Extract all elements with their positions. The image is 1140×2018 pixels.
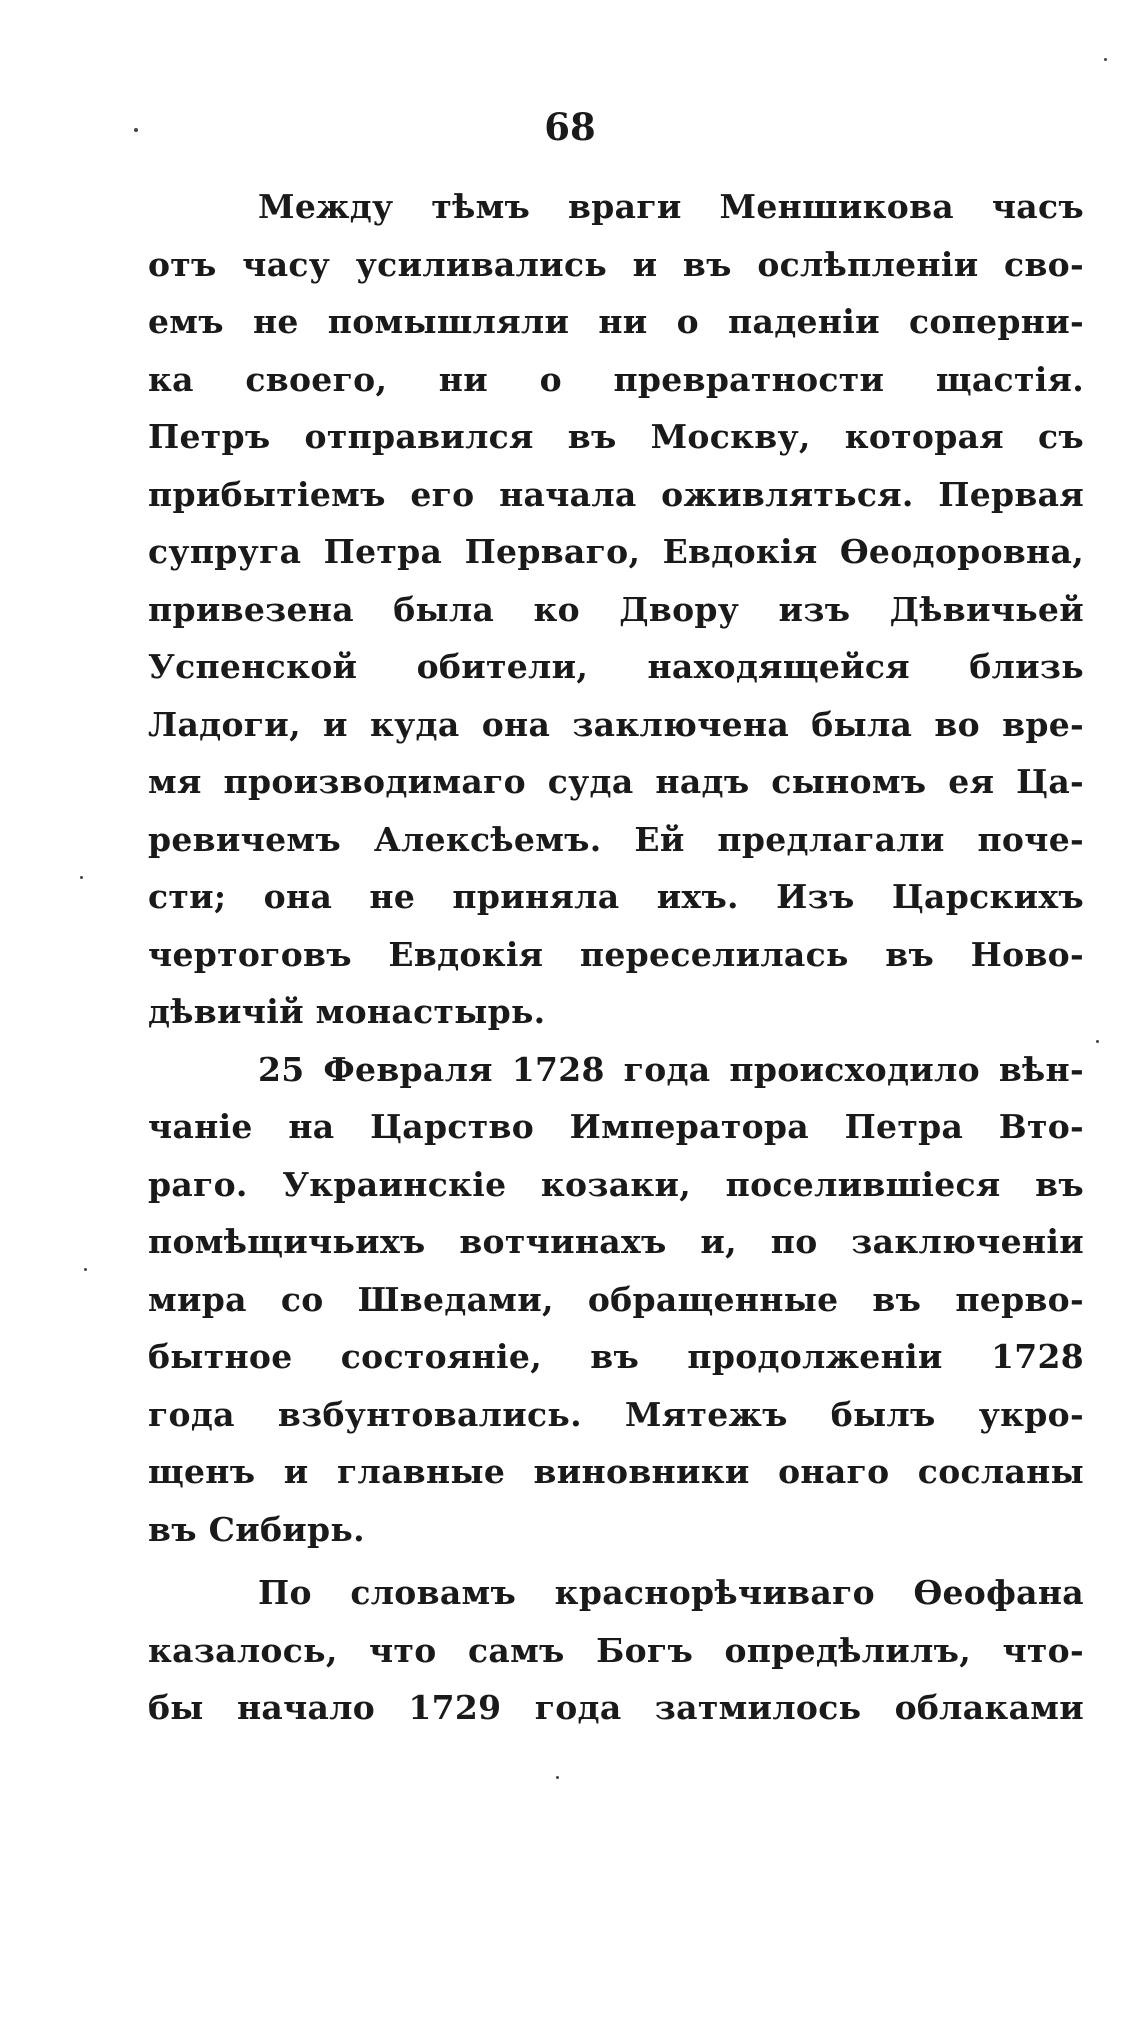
text-line: бы начало 1729 года затмилось облаками xyxy=(148,1688,1084,1727)
text-line: Успенской обители, находящейся близь xyxy=(148,647,1084,686)
text-line: чертоговъ Евдокія переселилась въ Ново- xyxy=(148,934,1084,974)
text-line: мира со Шведами, обращенные въ перво- xyxy=(148,1279,1084,1319)
text-line: Петръ отправился въ Москву, которая съ xyxy=(148,417,1084,456)
text-line: чаніе на Царство Императора Петра Вто- xyxy=(148,1107,1084,1146)
body-text xyxy=(148,178,1084,1737)
paragraph xyxy=(148,1041,1084,1559)
text-line: 25 Февраля 1728 года происходило вѣн- xyxy=(258,1049,1084,1089)
text-line: сти; она не приняла ихъ. Изъ Царскихъ xyxy=(148,877,1084,916)
text-line: года взбунтовались. Мятежъ былъ укро- xyxy=(148,1394,1084,1434)
paper-speck xyxy=(1104,58,1107,61)
text-line: ка своего, ни о превратности щастія. xyxy=(148,359,1084,399)
text-line: раго. Украинскіе козаки, поселившіеся въ xyxy=(148,1164,1084,1204)
paper-speck xyxy=(556,1776,559,1779)
text-line: казалось, что самъ Богъ опредѣлилъ, что- xyxy=(148,1630,1084,1670)
page-number: 68 xyxy=(544,105,596,149)
text-line: По словамъ краснорѣчиваго Өеофана xyxy=(258,1573,1084,1612)
text-line: бытное состояніе, въ продолженіи 1728 xyxy=(148,1337,1084,1376)
text-line: прибытіемъ его начала оживляться. Первая xyxy=(148,474,1084,514)
text-line: привезена была ко Двору изъ Дѣвичьей xyxy=(148,589,1084,629)
text-line: Между тѣмъ враги Меншикова часъ xyxy=(258,187,1084,226)
paragraph xyxy=(148,178,1084,1041)
paper-speck xyxy=(134,128,138,132)
text-line: ревичемъ Алексѣемъ. Ей предлагали поче- xyxy=(148,819,1084,859)
text-line: мя производимаго суда надъ сыномъ ея Ца- xyxy=(148,762,1084,801)
paper-speck xyxy=(1096,1040,1099,1043)
text-line: Ладоги, и куда она заключена была во вре- xyxy=(148,704,1084,744)
text-line: щенъ и главные виновники онаго сосланы xyxy=(148,1452,1084,1491)
text-line: емъ не помышляли ни о паденіи соперни- xyxy=(148,302,1084,341)
text-line: дѣвичій монастырь. xyxy=(148,992,546,1031)
text-line: въ Сибирь. xyxy=(148,1509,365,1549)
paper-speck xyxy=(84,1268,87,1271)
paragraph xyxy=(148,1564,1084,1737)
text-line: помѣщичьихъ вотчинахъ и, по заключеніи xyxy=(148,1222,1084,1261)
text-line: отъ часу усиливались и въ ослѣпленіи сво- xyxy=(148,244,1084,284)
text-line: супруга Петра Перваго, Евдокія Өеодоровна, xyxy=(148,532,1084,571)
paper-speck xyxy=(80,876,83,879)
